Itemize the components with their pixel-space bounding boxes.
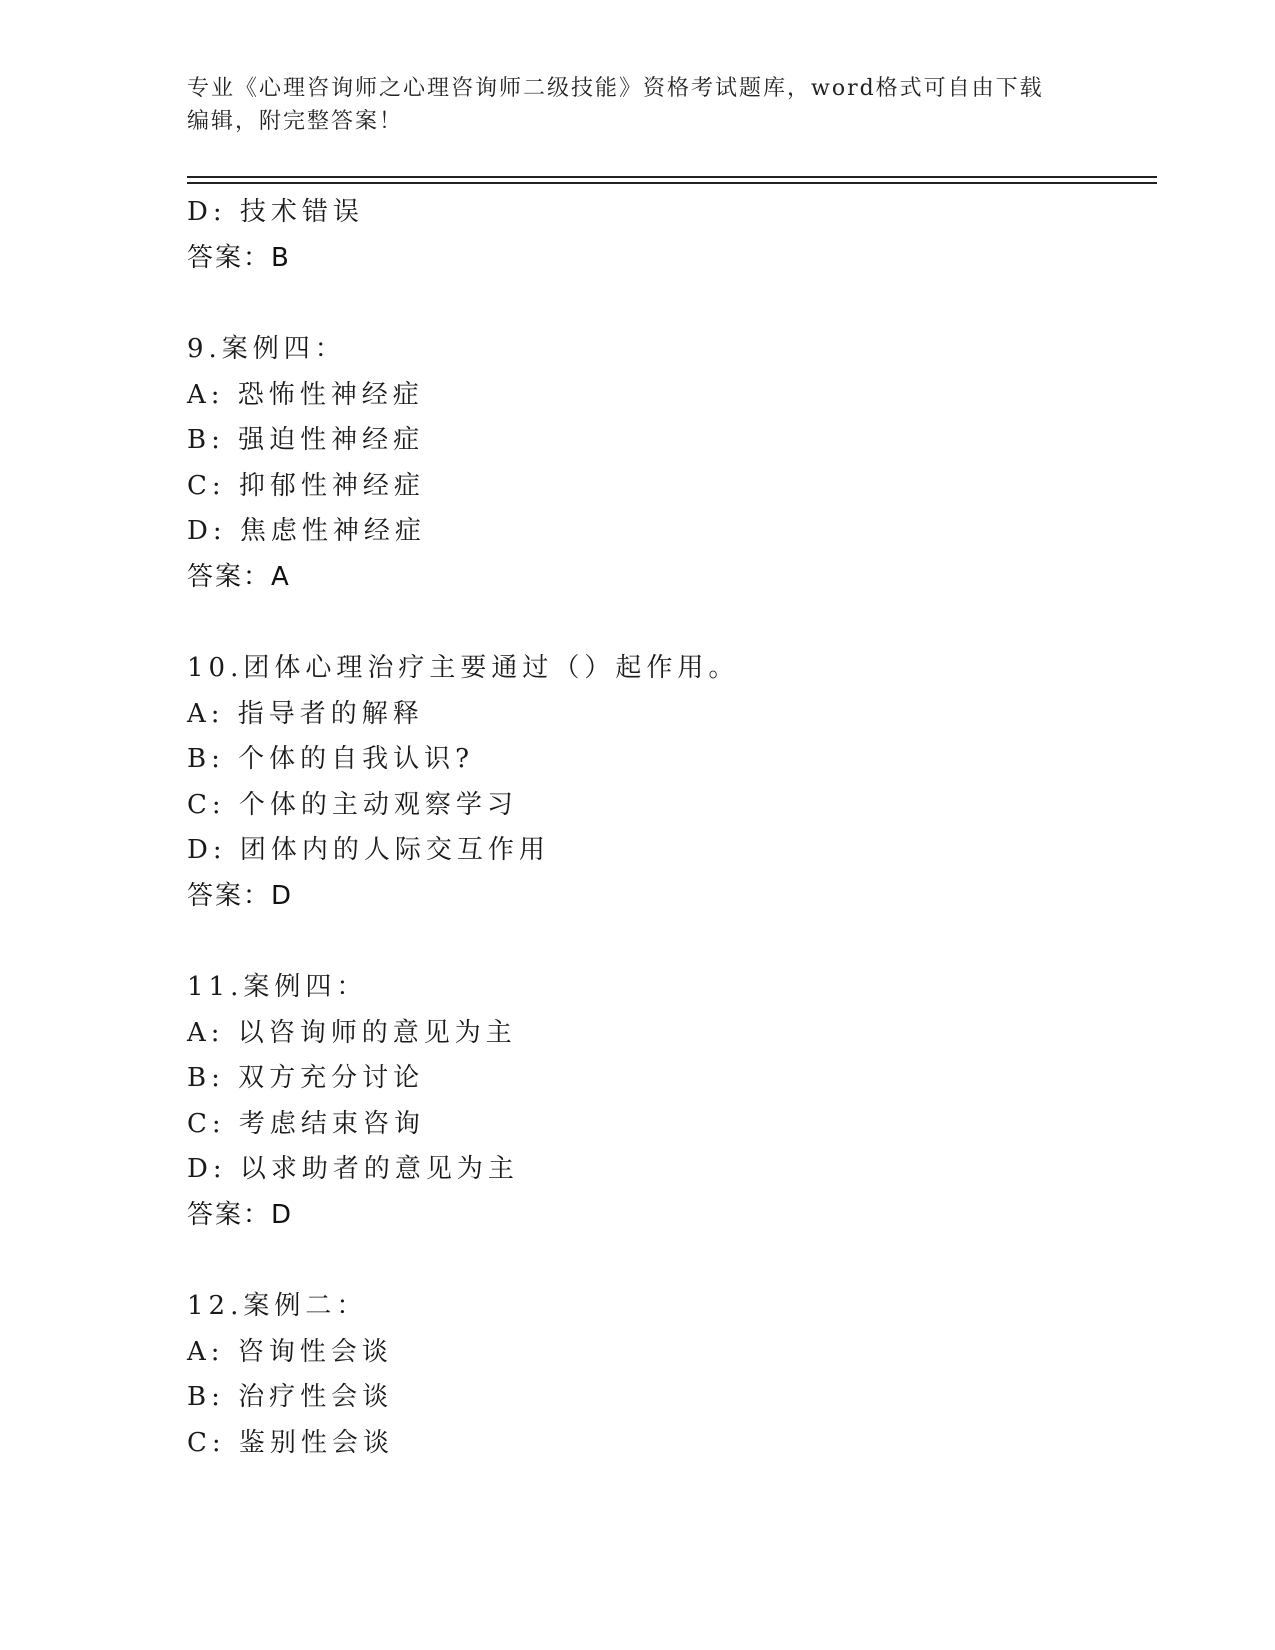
question-11 [187,965,1137,1238]
option-d: D: 技术错误 [187,197,364,227]
spacer [187,1238,1137,1284]
question-10 [187,646,1137,919]
option-a: A: 以咨询师的意见为主 [187,1017,517,1048]
option-b: B: 强迫性神经症 [187,425,425,455]
answer: 答案：D [187,880,294,911]
option-b: B: 双方充分讨论 [187,1063,425,1093]
header-line-2: 编辑，附完整答案！ [187,109,404,134]
option-c: C: 鉴别性会谈 [187,1427,394,1458]
option-b: B: 治疗性会谈 [187,1382,394,1412]
option-d: D: 团体内的人际交互作用 [187,835,550,865]
question-list [187,190,1137,1466]
answer: 答案：D [187,1199,294,1230]
spacer [187,281,1137,327]
header-line-1: 专业《心理咨询师之心理咨询师二级技能》资格考试题库，word格式可自由下载 [187,76,1044,101]
question-stem: 12.案例二： [187,1291,368,1321]
option-b: B: 个体的自我认识? [187,744,475,774]
question-stem: 11.案例四： [187,972,368,1002]
question-8-tail [187,190,1137,281]
spacer [187,919,1137,965]
header-rule-top [187,176,1157,178]
question-stem: 10.团体心理治疗主要通过（）起作用。 [187,653,740,683]
question-stem: 9.案例四： [187,334,346,364]
document-header [187,72,1087,138]
spacer [187,600,1137,646]
option-c: C: 考虑结束咨询 [187,1108,425,1139]
question-9 [187,327,1137,600]
header-rule-bottom [187,182,1157,184]
question-12 [187,1284,1137,1466]
option-a: A: 指导者的解释 [187,698,424,729]
option-a: A: 恐怖性神经症 [187,379,424,410]
option-c: C: 个体的主动观察学习 [187,789,518,820]
answer: 答案：A [187,561,291,592]
option-a: A: 咨询性会谈 [187,1336,393,1367]
option-d: D: 以求助者的意见为主 [187,1154,519,1184]
option-d: D: 焦虑性神经症 [187,516,426,546]
option-c: C: 抑郁性神经症 [187,470,425,501]
answer: 答案：B [187,242,291,273]
